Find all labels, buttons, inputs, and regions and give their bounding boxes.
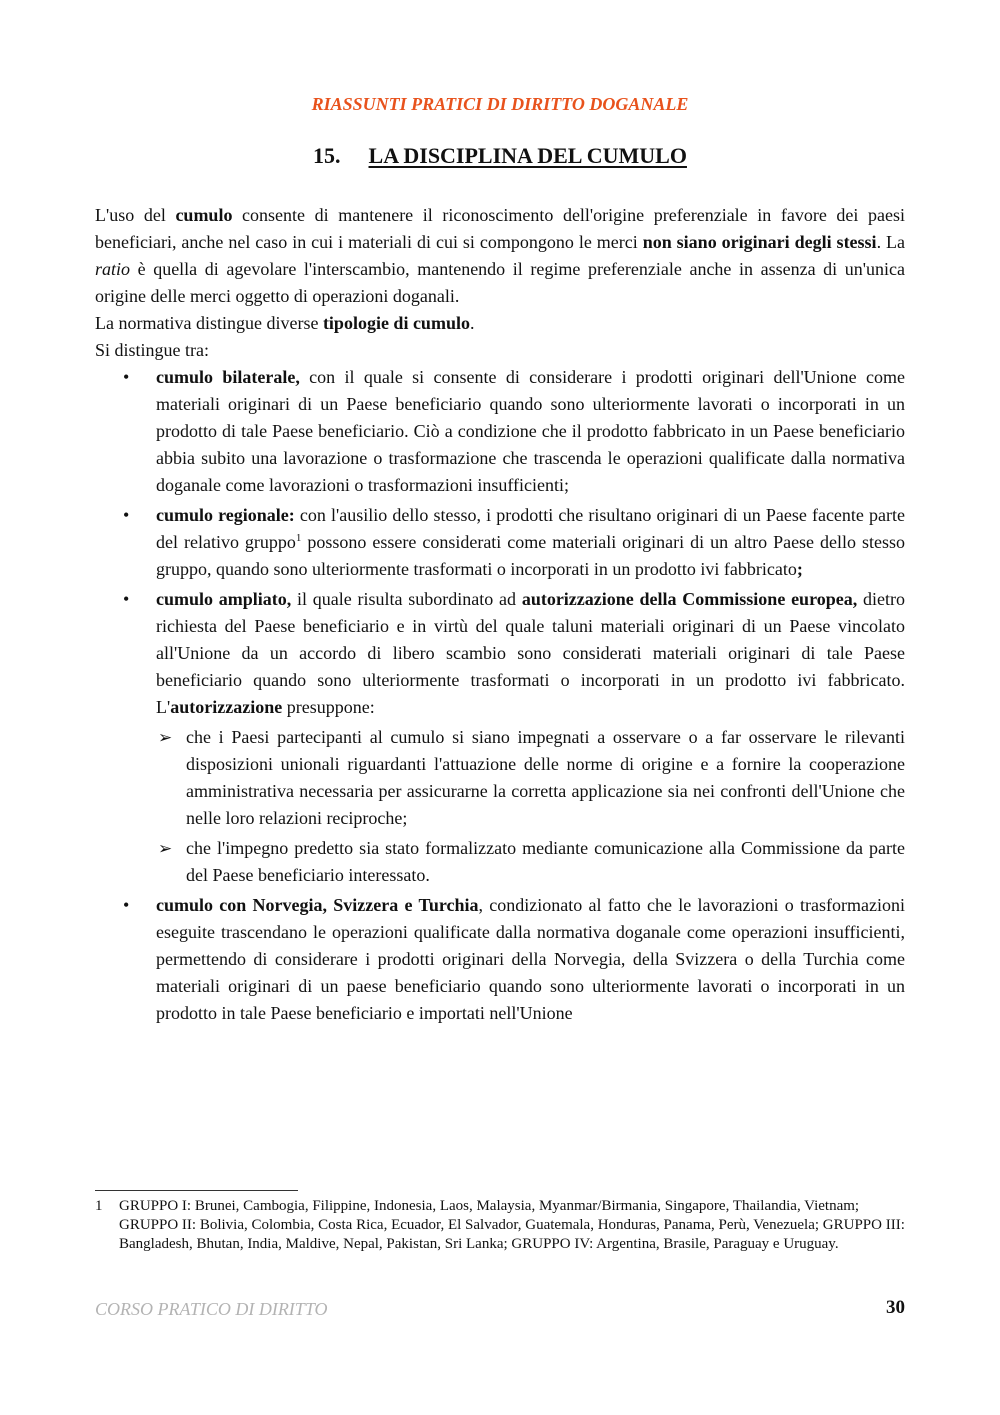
text-run: è quella di agevolare l'interscambio, mantenendo il regime preferenziale anche in assenza di un'unica origine delle merci oggetto di operazioni doganali.: [95, 259, 905, 306]
bold-term: ;: [796, 559, 803, 579]
text-run: dietro richiesta del Paese beneficiario e in virtù del quale taluni materiali originari di un Paese vincolato all'Unione da un accordo di libero scambio sono considerati materiali originari di tale Paese beneficiario quando sono ulteriormente trasformati o incorporati in un prodotto ivi fabbricato. L': [156, 589, 905, 717]
bold-term: autorizzazione: [170, 697, 283, 717]
list-item-norway-switzerland-turkey: [95, 892, 905, 1027]
text-run: .: [469, 313, 475, 333]
arrow-bullet-icon: ➢: [158, 839, 173, 858]
list-item-extended: [95, 586, 905, 889]
text-run: che i Paesi partecipanti al cumulo si siano impegnati a osservare o a far osservare le rilevanti disposizioni unionali riguardanti l'attuazione delle norme di origine e a fornire la cooperazione amministrativa necessaria per assicurarne la corretta applicazione sia nei confronti dell'Unione che nelle loro relazioni reciproche;: [186, 727, 905, 828]
text-run: possono essere considerati come materiali originari di un altro Paese dello stesso gruppo, quando sono ulteriormente trasformati o incorporati in un prodotto ivi fabbricato: [156, 532, 905, 579]
footnote: [95, 1197, 905, 1254]
text-run: consente di mantenere il riconoscimento dell'origine preferenziale in favore dei paesi beneficiari, anche nel caso in cui i materiali di cui si compongono le merci: [95, 205, 906, 252]
bullet-icon: •: [123, 505, 130, 525]
chapter-title: [0, 143, 1000, 169]
list-intro: Si distingue tra:: [95, 340, 209, 360]
bullet-icon: •: [123, 589, 130, 609]
list-item-regional: [95, 502, 905, 583]
bold-term: tipologie di cumulo: [322, 313, 470, 333]
intro-paragraph: [95, 202, 905, 310]
arrow-bullet-icon: ➢: [158, 728, 173, 747]
text-run: il quale risulta subordinato ad: [291, 589, 522, 609]
bold-term: cumulo con Norvegia, Svizzera e Turchia: [156, 895, 479, 915]
running-footer: CORSO PRATICO DI DIRITTO: [95, 1299, 328, 1319]
footnote-text: GRUPPO I: Brunei, Cambogia, Filippine, Indonesia, Laos, Malaysia, Myanmar/Birmania, Singapore, Thailandia, Vietnam; GRUPPO II: Bolivia, Colombia, Costa Rica, Ecuador, El Salvador, Guatemala, Honduras, Panama, Perù, Venezuela; GRUPPO III: Bangladesh, Bhutan, India, Maldive, Nepal, Pakistan, Sri Lanka; GRUPPO IV: Argentina, Brasile, Paraguay e Uruguay.: [119, 1198, 905, 1252]
bold-term: cumulo regionale:: [156, 505, 295, 525]
bullet-icon: •: [123, 367, 130, 387]
body-text: [95, 202, 905, 1030]
sub-list-item: [156, 835, 905, 889]
list-item-bilateral: [95, 364, 905, 499]
bold-term: cumulo: [175, 205, 233, 225]
authorization-conditions-list: [156, 724, 905, 889]
chapter-number: 15.: [313, 143, 341, 168]
sub-list-item: [156, 724, 905, 832]
text-run: , condizionato al fatto che le lavorazioni o trasformazioni eseguite trascendano le operazioni qualificate dalla normativa doganale come operazioni insufficienti, permettendo di considerare i prodotti originari della Norvegia, della Svizzera o della Turchia come materiali originari di un paese beneficiario quando sono ulteriormente lavorati o incorporati in un prodotto in tale Paese beneficiario e importati nell'Unione: [156, 895, 905, 1023]
italic-term: ratio: [95, 259, 131, 279]
bold-term: cumulo ampliato,: [156, 589, 292, 609]
footnote-ref[interactable]: 1: [295, 532, 302, 544]
bullet-icon: •: [123, 895, 130, 915]
footnote-number: 1: [95, 1198, 103, 1214]
bold-term: autorizzazione della Commissione europea,: [521, 589, 858, 609]
page-number: 30: [886, 1297, 905, 1318]
cumulus-types-list: [95, 364, 905, 1027]
text-run: La normativa distingue diverse: [95, 313, 323, 333]
text-run: con il quale si consente di considerare i prodotti originari dell'Unione come materiali originari di un Paese beneficiario quando sono ulteriormente lavorati o incorporati in un prodotto di tale Paese beneficiario. Ciò a condizione che il prodotto fabbricato in un Paese beneficiario abbia subito una lavorazione o trasformazione che trascenda le operazioni qualificate dalla normativa doganale come lavorazioni o trasformazioni insufficienti;: [156, 367, 905, 495]
text-run: con l'ausilio dello stesso, i prodotti che risultano originari di un Paese facente parte del relativo gruppo: [156, 505, 905, 552]
footnote-separator: [95, 1190, 298, 1191]
running-header: RIASSUNTI PRATICI DI DIRITTO DOGANALE: [311, 94, 689, 114]
text-run: presuppone:: [282, 697, 375, 717]
text-run: L'uso del: [95, 205, 176, 225]
types-paragraph: [95, 310, 905, 337]
text-run: . La: [876, 232, 906, 252]
bold-term: non siano originari degli stessi: [642, 232, 877, 252]
text-run: che l'impegno predetto sia stato formalizzato mediante comunicazione alla Commissione da parte del Paese beneficiario interessato.: [186, 838, 905, 885]
chapter-title-text: LA DISCIPLINA DEL CUMULO: [368, 143, 687, 168]
bold-term: cumulo bilaterale,: [156, 367, 300, 387]
